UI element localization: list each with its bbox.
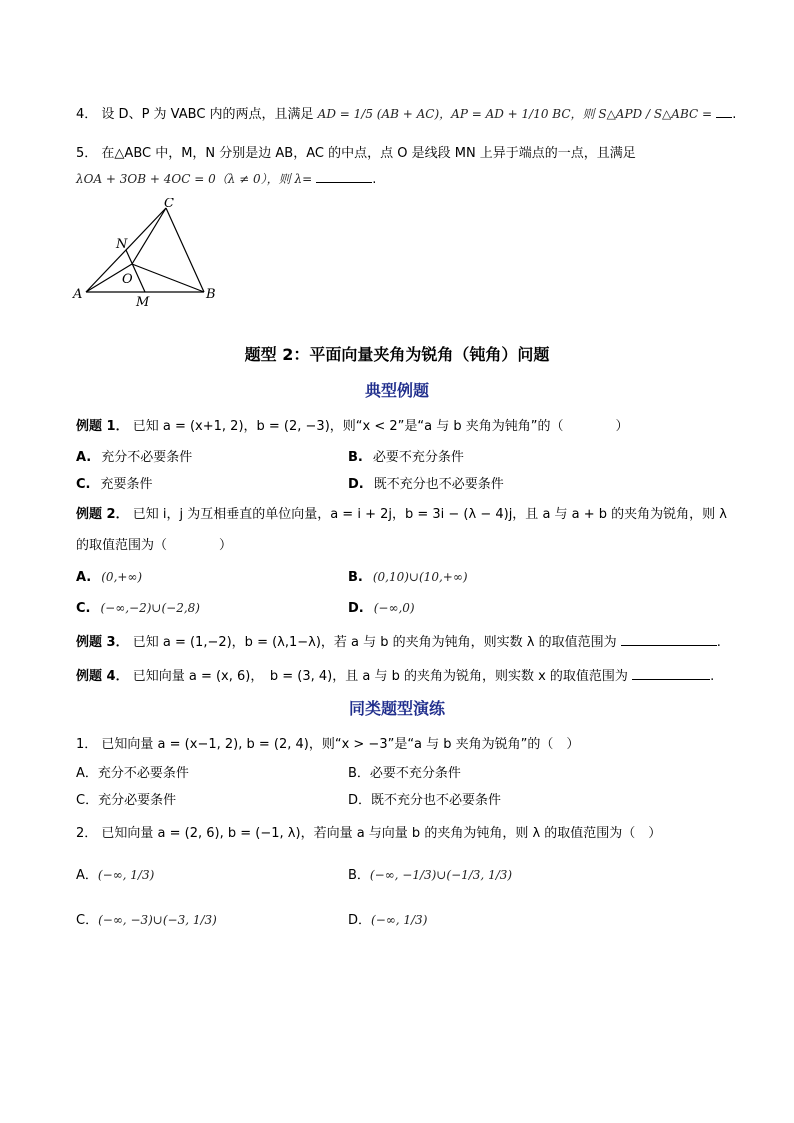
practice-title: 同类题型演练 [348,699,445,718]
problem-5-number: 5． [76,146,98,161]
option-d[interactable]: D. (−∞,0) [348,601,415,616]
practice-2-number: 2． [76,826,98,841]
option-c[interactable]: C．充分必要条件 [76,793,177,808]
answer-blank [716,117,732,118]
option-d[interactable]: D．(−∞, 1/3) [348,913,428,928]
option-d[interactable]: D．既不充分也不必要条件 [348,793,502,808]
problem-5-line-2: λOA + 3OB + 4OC = 0（λ ≠ 0），则 λ= . [76,172,377,187]
answer-blank [621,645,717,646]
label-n: N [116,237,128,252]
example-4: 例题 4． 已知向量 a = (x, 6)， b = (3, 4)，且 a 与 b 的夹角为锐角，则实数 x 的取值范围为 . [76,669,715,684]
option-b[interactable]: B. (0,10)∪(10,+∞) [348,570,468,585]
answer-blank [316,182,372,183]
option-d[interactable]: D. 既不充分也不必要条件 [348,477,504,492]
label-c: C [164,198,174,211]
option-a[interactable]: A．充分不必要条件 [76,766,189,781]
label-a: A [73,287,83,302]
option-c[interactable]: C. (−∞,−2)∪(−2,8) [76,601,200,616]
example-3-label: 例题 3． [76,635,129,650]
example-2 [76,507,727,523]
typical-examples-title: 典型例题 [364,381,429,400]
section-title: 题型 2：平面向量夹角为锐角（钝角）问题 [244,345,550,364]
problem-4: 4． 设 D、P 为 VABC 内的两点，且满足 AD = 1/5 (AB + AC)，AP = AD + 1/10 BC，则 S△APD / S△ABC = . [76,107,737,122]
practice-1 [76,737,579,753]
option-b[interactable]: B．必要不充分条件 [348,766,461,781]
answer-blank [632,679,710,680]
option-c[interactable]: C. 充要条件 [76,477,153,492]
example-3: 例题 3． 已知 a = (1,−2)，b = (λ,1−λ)，若 a 与 b 的夹角为钝角，则实数 λ 的取值范围为 . [76,635,721,650]
label-o: O [122,272,133,287]
example-1-label: 例题 1． [76,419,129,434]
problem-4-text: 设 D、P 为 VABC 内的两点，且满足 [101,107,314,122]
example-1 [76,419,628,435]
practice-1-text: 已知向量 a = (x−1, 2), b = (2, 4)，则“x > −3”是“a 与 b 夹角为锐角”的（ ） [101,737,580,752]
problem-5-formula: λOA + 3OB + 4OC = 0（λ ≠ 0），则 λ= [76,172,313,186]
example-2-label: 例题 2． [76,507,129,522]
practice-2 [76,826,661,842]
problem-4-number: 4． [76,107,98,122]
option-b[interactable]: B. 必要不充分条件 [348,450,464,465]
segment-oc [132,208,166,264]
label-m: M [136,295,150,310]
example-2-line-2: 的取值范围为（ ） [76,538,233,553]
label-b: B [206,287,216,302]
option-a[interactable]: A. (0,+∞) [76,570,143,585]
option-c[interactable]: C．(−∞, −3)∪(−3, 1/3) [76,913,217,928]
practice-1-number: 1． [76,737,98,752]
option-b[interactable]: B．(−∞, −1/3)∪(−1/3, 1/3) [348,868,513,883]
problem-5 [76,146,636,162]
option-a[interactable]: A．(−∞, 1/3) [76,868,155,883]
example-1-text: 已知 a = (x+1, 2)，b = (2, −3)，则“x < 2”是“a 与 b 夹角为钝角”的（ ） [132,419,629,434]
option-a[interactable]: A. 充分不必要条件 [76,450,193,465]
triangle-figure [70,198,230,310]
problem-5-text: 在△ABC 中，M，N 分别是边 AB，AC 的中点，点 O 是线段 MN 上异于端点的一点，且满足 [101,146,636,161]
practice-2-text: 已知向量 a = (2, 6), b = (−1, λ)，若向量 a 与向量 b 的夹角为钝角，则 λ 的取值范围为（ ） [101,826,662,841]
problem-4-formula: AD = 1/5 (AB + AC)，AP = AD + 1/10 BC，则 S△APD / S△ABC = [317,107,713,121]
example-4-label: 例题 4． [76,669,129,684]
example-4-text: 已知向量 a = (x, 6)， b = (3, 4)，且 a 与 b 的夹角为锐角，则实数 x 的取值范围为 [132,669,628,684]
example-3-text: 已知 a = (1,−2)，b = (λ,1−λ)，若 a 与 b 的夹角为钝角，则实数 λ 的取值范围为 [132,635,617,650]
example-2-text: 已知 i，j 为互相垂直的单位向量，a = i + 2j，b = 3i − (λ − 4)j，且 a 与 a + b 的夹角为锐角，则 λ [132,507,728,522]
